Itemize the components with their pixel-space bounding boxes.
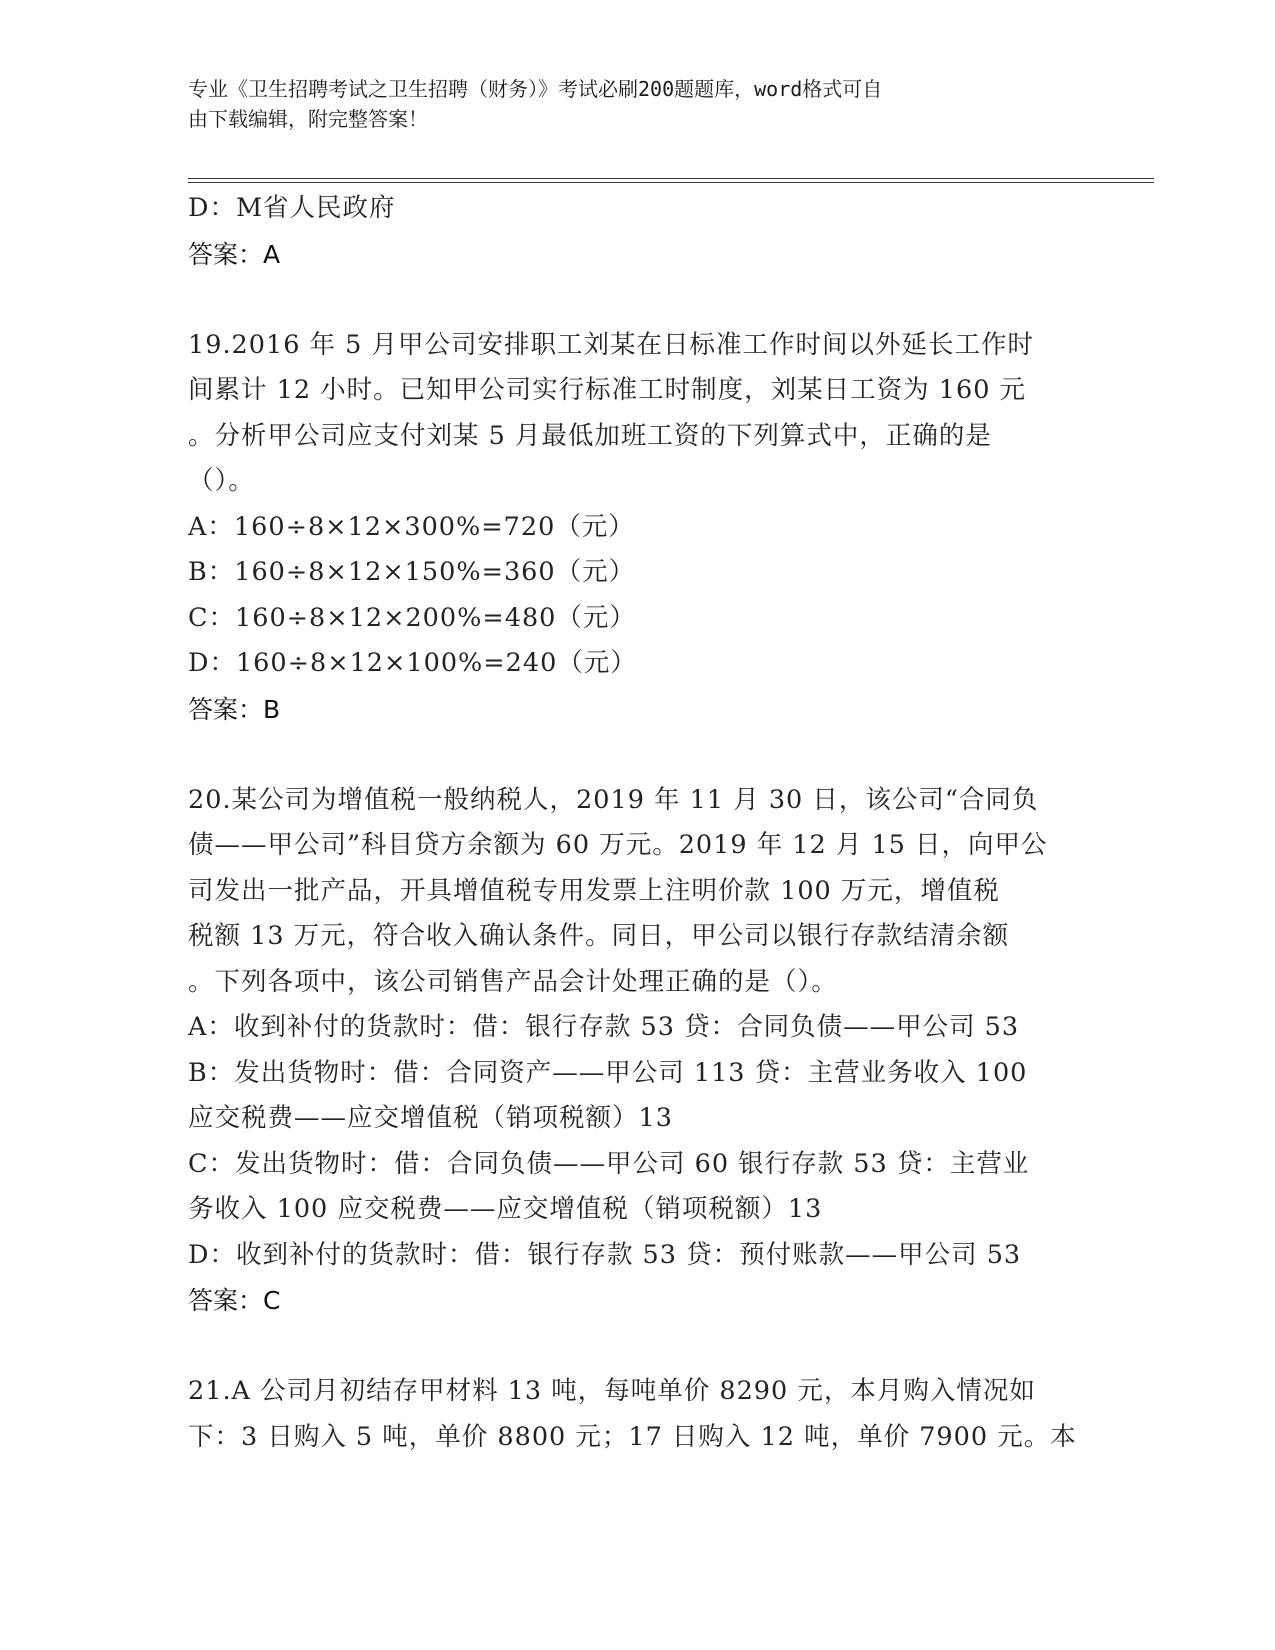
answer-line: 答案：A — [188, 239, 281, 269]
spacer — [188, 732, 1088, 778]
question-text-line: 21.A 公司月初结存甲材料 13 吨，每吨单价 8290 元，本月购入情况如 — [188, 1376, 1036, 1406]
document-body — [188, 186, 1088, 1460]
question-21 — [188, 1369, 1088, 1460]
question-text-line: 。下列各项中，该公司销售产品会计处理正确的是（）。 — [188, 966, 838, 997]
option-d: D：160÷8×12×100%=240（元） — [188, 648, 637, 678]
spacer — [188, 1324, 1088, 1370]
option-b: B：160÷8×12×150%=360（元） — [188, 557, 636, 587]
question-19 — [188, 323, 1088, 733]
question-text-line: 20.某公司为增值税一般纳税人，2019 年 11 月 30 日，该公司“合同负 — [188, 784, 1039, 815]
question-text-line: 税额 13 万元，符合收入确认条件。同日，甲公司以银行存款结清余额 — [188, 921, 1010, 951]
answer-line: 答案：B — [188, 694, 281, 724]
spacer — [188, 277, 1088, 323]
page-header — [188, 74, 1088, 134]
answer-line: 答案：C — [188, 1286, 281, 1315]
option-d: D：收到补付的货款时：借：银行存款 53 贷：预付账款——甲公司 53 — [188, 1239, 1022, 1270]
option-a: A：160÷8×12×300%=720（元） — [188, 511, 635, 542]
question-text-line: 。分析甲公司应支付刘某 5 月最低加班工资的下列算式中，正确的是 — [188, 420, 992, 451]
header-line-1: 专业《卫生招聘考试之卫生招聘（财务）》考试必刷200题题库，word格式可自 — [188, 77, 883, 101]
option-b: B：发出货物时：借：合同资产——甲公司 113 贷：主营业务收入 100 — [188, 1057, 1028, 1088]
option-c: C：160÷8×12×200%=480（元） — [188, 602, 636, 633]
question-text-line: 司发出一批产品，开具增值税专用发票上注明价款 100 万元，增值税 — [188, 875, 1000, 906]
option-c-continued: 务收入 100 应交税费——应交增值税（销项税额）13 — [188, 1194, 823, 1224]
header-rule-top — [188, 178, 1154, 179]
question-text-line: 19.2016 年 5 月甲公司安排职工刘某在日标准工作时间以外延长工作时 — [188, 329, 1034, 360]
header-line-2: 由下载编辑，附完整答案！ — [188, 107, 428, 131]
question-20 — [188, 778, 1088, 1324]
option-d: D：M省人民政府 — [188, 193, 396, 223]
question-text-line: 间累计 12 小时。已知甲公司实行标准工时制度，刘某日工资为 160 元 — [188, 375, 1027, 405]
previous-question-tail — [188, 186, 1088, 277]
option-a: A：收到补付的货款时：借：银行存款 53 贷：合同负债——甲公司 53 — [188, 1012, 1020, 1042]
question-text-line: 债——甲公司”科目贷方余额为 60 万元。2019 年 12 月 15 日，向甲公 — [188, 830, 1048, 860]
header-rule-bottom — [188, 182, 1154, 183]
option-b-continued: 应交税费——应交增值税（销项税额）13 — [188, 1103, 673, 1133]
question-text-line: 下：3 日购入 5 吨，单价 8800 元；17 日购入 12 吨，单价 7900 元。本 — [188, 1421, 1077, 1452]
question-text-line: （）。 — [188, 466, 255, 496]
option-c: C：发出货物时：借：合同负债——甲公司 60 银行存款 53 贷：主营业 — [188, 1148, 1030, 1179]
